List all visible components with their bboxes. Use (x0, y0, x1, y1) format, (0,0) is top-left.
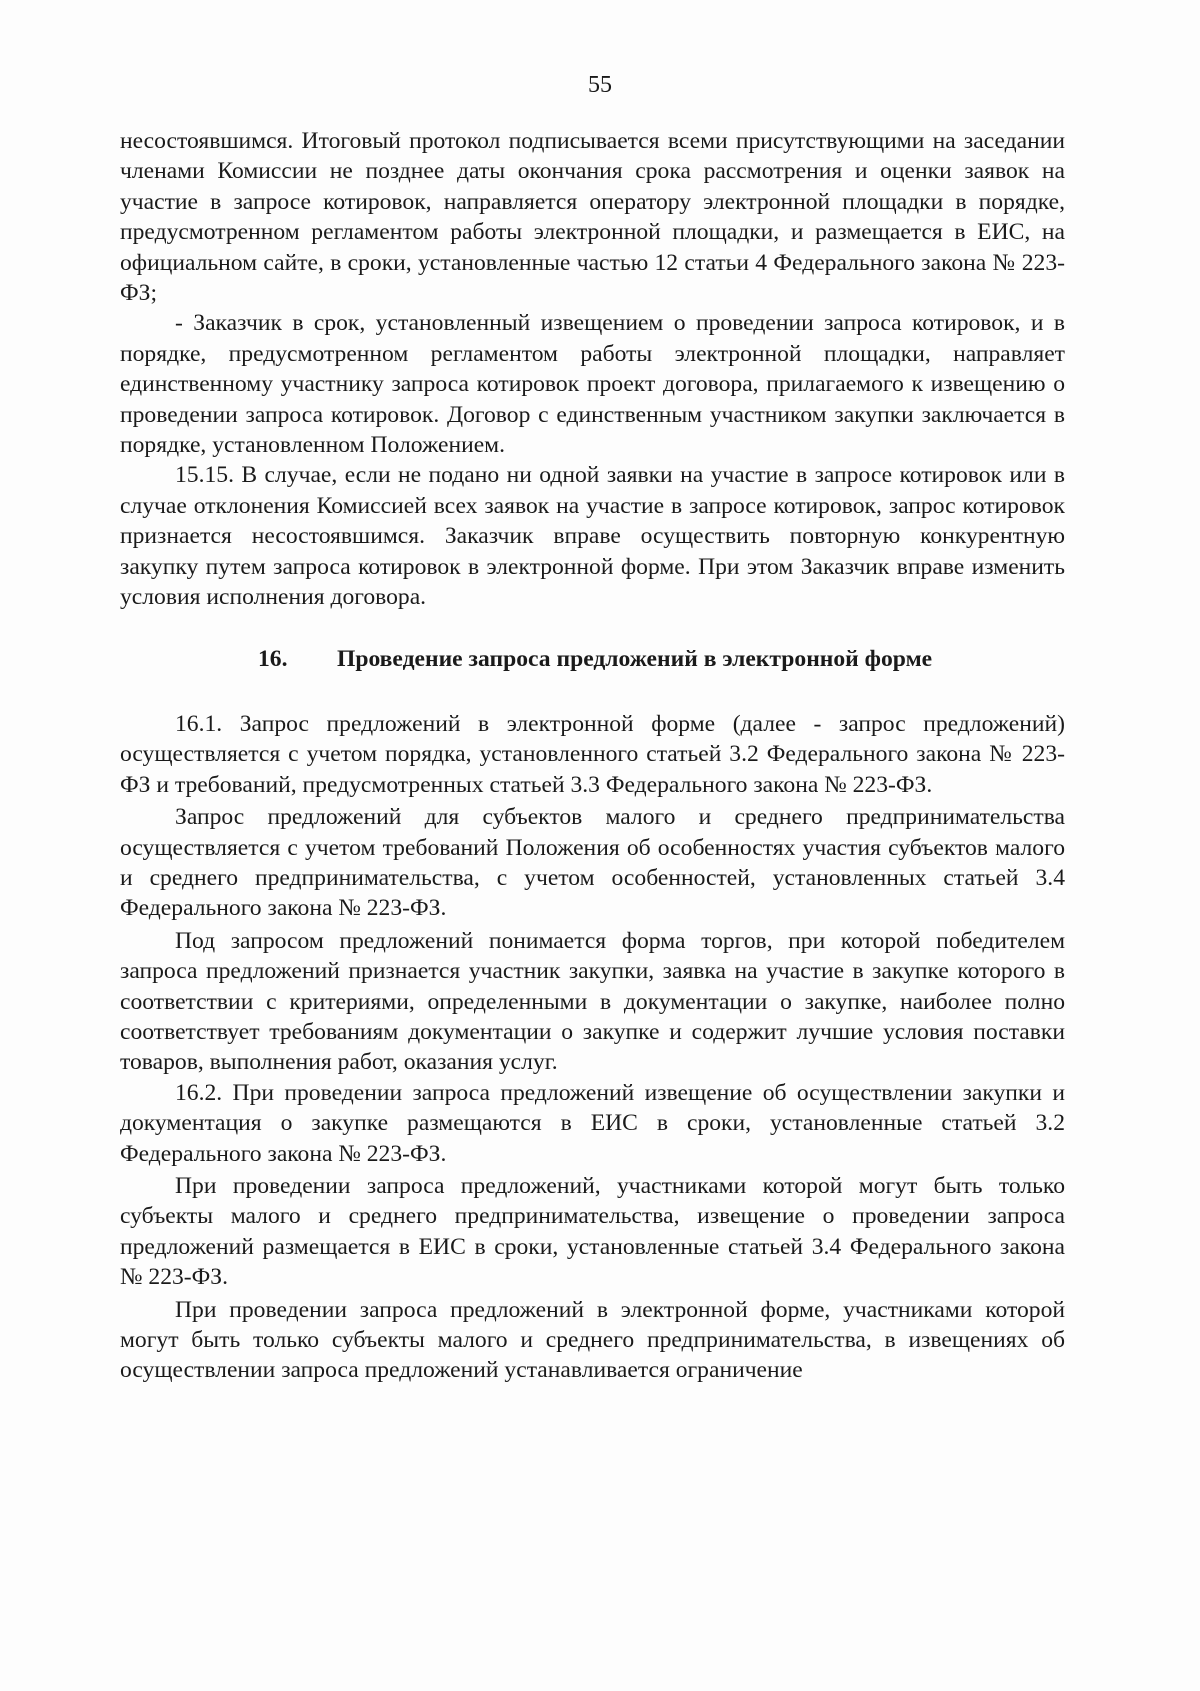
paragraph-customer-contract: - Заказчик в срок, установленный извещением о проведении запроса котировок, и в порядке, предусмотренном регламентом работы электронной площадки, направляет единственному участнику запроса котировок проект договора, прилагаемого к извещению о проведении запроса котировок. Договор с единственным участником закупки заключается в порядке, установленном Положением. (120, 310, 1065, 459)
paragraph-15-15: 15.15. В случае, если не подано ни одной заявки на участие в запросе котировок или в случае отклонения Комиссией всех заявок на участие в запросе котировок, запрос котировок признается несостоявшимся. Заказчик вправе осуществить повторную конкурентную закупку путем запроса котировок в электронной форме. При этом Заказчик вправе изменить условия исполнения договора. (120, 462, 1065, 611)
document-body (120, 126, 1065, 1386)
section-number: 16. (258, 645, 288, 672)
paragraph-sme-notice: При проведении запроса предложений, участниками которой могут быть только субъекты малого и среднего предпринимательства, извещение о проведении запроса предложений размещается в ЕИС в сроки, установленные статьей 3.4 Федерального закона № 223-ФЗ. (120, 1173, 1065, 1291)
page-number: 55 (588, 72, 612, 98)
paragraph-definition: Под запросом предложений понимается форма торгов, при которой победителем запроса предложений признается участник закупки, заявка на участие в закупке которого в соответствии с критериями, определенными в документации о закупке, наиболее полно соответствует требованиям документации о закупке и содержит лучшие условия поставки товаров, выполнения работ, оказания услуг. (120, 927, 1065, 1076)
paragraph-electronic-restriction: При проведении запроса предложений в электронной форме, участниками которой могут быть только субъекты малого и среднего предпринимательства, в извещениях об осуществлении запроса предложений устанавливается ограничение (120, 1296, 1065, 1384)
paragraph-16-2: 16.2. При проведении запроса предложений извещение об осуществлении закупки и документация о закупке размещаются в ЕИС в сроки, установленные статьей 3.2 Федерального закона № 223-ФЗ. (120, 1079, 1065, 1167)
section-title: Проведение запроса предложений в электронной форме (337, 645, 933, 672)
paragraph-16-1: 16.1. Запрос предложений в электронной форме (далее - запрос предложений) осуществляется с учетом порядка, установленного статьей 3.2 Федерального закона № 223-ФЗ и требований, предусмотренных статьей 3.3 Федерального закона № 223-ФЗ. (120, 710, 1065, 798)
section-heading (120, 644, 1065, 674)
paragraph-sme-requirements: Запрос предложений для субъектов малого и среднего предпринимательства осуществляется с учетом требований Положения об особенностях участия субъектов малого и среднего предпринимательства, с учетом особенностей, установленных статьей 3.4 Федерального закона № 223-ФЗ. (120, 804, 1065, 922)
paragraph-protocol-continuation: несостоявшимся. Итоговый протокол подписывается всеми присутствующими на заседании членами Комиссии не позднее даты окончания срока рассмотрения и оценки заявок на участие в запросе котировок, направляется оператору электронной площадки в порядке, предусмотренном регламентом работы электронной площадки, и размещается в ЕИС, на официальном сайте, в сроки, установленные частью 12 статьи 4 Федерального закона № 223-ФЗ; (120, 128, 1065, 307)
